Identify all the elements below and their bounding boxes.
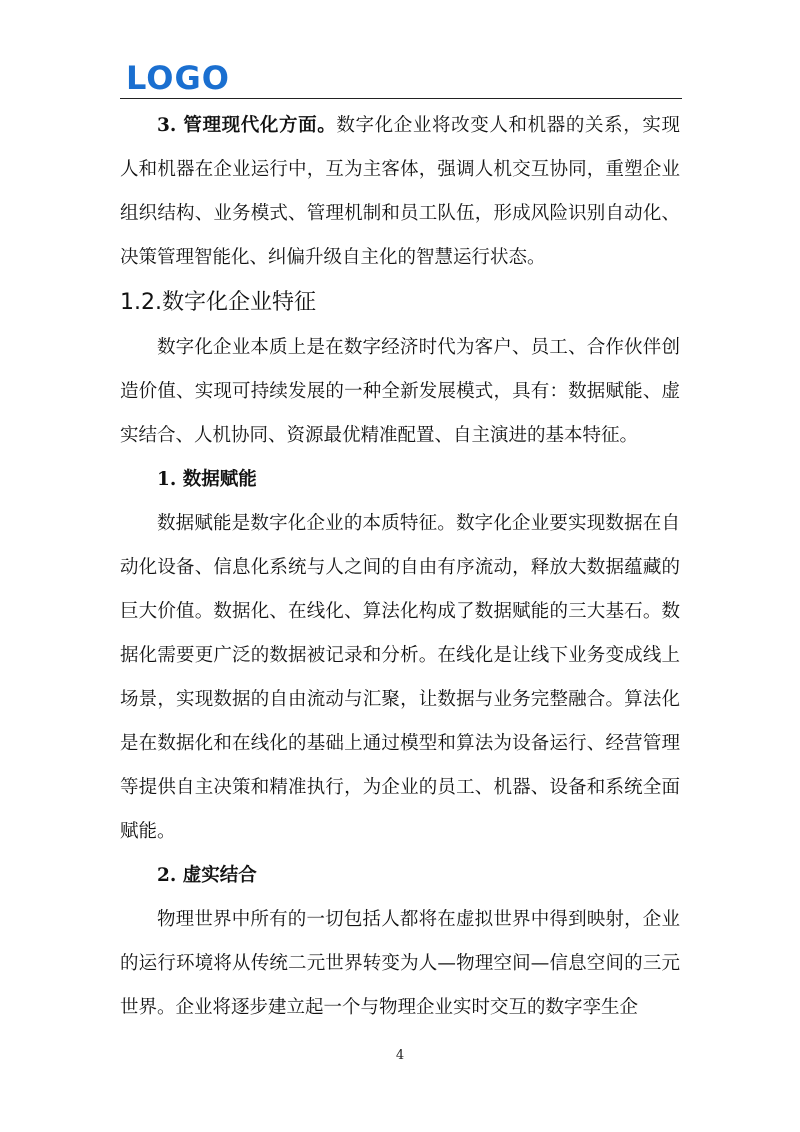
paragraph-data-empowerment: 数据赋能是数字化企业的本质特征。数字化企业要实现数据在自动化设备、信息化系统与人之间的自由有序流动，释放大数据蕴藏的巨大价值。数据化、在线化、算法化构成了数据赋能的三大基石。数据化需要更广泛的数据被记录和分析。在线化是让线下业务变成线上场景，实现数据的自由流动与汇聚，让数据与业务完整融合。算法化是在数据化和在线化的基础上通过模型和算法为设备运行、经营管理等提供自主决策和精准执行，为企业的员工、机器、设备和系统全面赋能。 (120, 513, 680, 842)
page-number: 4 (395, 1048, 405, 1063)
page-header (120, 58, 682, 100)
paragraph-characteristics-intro: 数字化企业本质上是在数字经济时代为客户、员工、合作伙伴创造价值、实现可持续发展的一种全新发展模式，具有：数据赋能、虚实结合、人机协同、资源最优精准配置、自主演进的基本特征。 (120, 337, 680, 446)
subheading-virtual-real: 2. 虚实结合 (157, 865, 257, 886)
document-body (120, 104, 680, 1030)
section-heading: 1.2.数字化企业特征 (120, 290, 316, 315)
header-divider (120, 98, 682, 99)
paragraph-text: 数字化企业将改变人和机器的关系，实现人和机器在企业运行中，互为主客体，强调人机交互协同，重塑企业组织结构、业务模式、管理机制和员工队伍，形成风险识别自动化、决策管理智能化、纠偏升级自主化的智慧运行状态。 (120, 115, 680, 268)
paragraph-virtual-real: 物理世界中所有的一切包括人都将在虚拟世界中得到映射，企业的运行环境将从传统二元世界转变为人—物理空间—信息空间的三元世界。企业将逐步建立起一个与物理企业实时交互的数字孪生企 (120, 909, 680, 1018)
paragraph-management-modernization (120, 104, 680, 280)
paragraph-lead: 3. 管理现代化方面。 (157, 115, 337, 136)
logo: LOGO (126, 59, 230, 97)
subheading-data-empowerment: 1. 数据赋能 (157, 469, 257, 490)
